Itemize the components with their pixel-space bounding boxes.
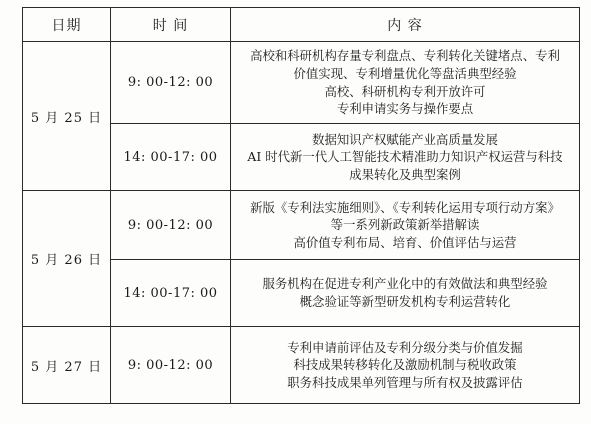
content-line: 高价值专利布局、培育、价值评估与运营 [293, 234, 517, 250]
content-cell [231, 42, 580, 124]
content-line: 专利申请实务与操作要点 [336, 101, 474, 117]
content-line: 服务机构在促进专利产业化中的有效做法和典型经验 [262, 276, 548, 292]
header-date: 日期 [23, 8, 111, 42]
date-cell: 5 月 25 日 [23, 42, 111, 191]
content-line: 价值实现、专利增量优化等盘活典型经验 [293, 65, 517, 81]
header-content: 内 容 [231, 8, 580, 42]
header-time: 时 间 [111, 8, 231, 42]
content-line: 新版《专利法实施细则》、《专利转化运用专项行动方案》 [250, 199, 560, 215]
content-cell [231, 124, 580, 191]
content-cell [231, 191, 580, 260]
date-cell: 5 月 27 日 [23, 327, 111, 404]
content-line: 成果转化及典型案例 [349, 166, 461, 182]
table-row [23, 42, 580, 124]
table-row [23, 327, 580, 404]
time-cell: 9: 00-12: 00 [111, 42, 231, 124]
content-line: AI 时代新一代人工智能技术精准助力知识产权运营与科技 [247, 149, 563, 165]
time-cell: 14: 00-17: 00 [111, 124, 231, 191]
time-cell: 14: 00-17: 00 [111, 260, 231, 327]
time-cell: 9: 00-12: 00 [111, 191, 231, 260]
content-line: 高校和科研机构存量专利盘点、专利转化关键堵点、专利 [250, 48, 560, 64]
content-line: 等一系列新政策新举措解读 [330, 217, 480, 233]
schedule-table [22, 7, 580, 404]
table-row [23, 191, 580, 260]
content-line: 高校、科研机构专利开放许可 [324, 83, 486, 99]
table-header-row [23, 8, 580, 42]
content-line: 数据知识产权赋能产业高质量发展 [312, 131, 498, 147]
content-cell [231, 260, 580, 327]
content-line: 科技成果转移转化及激励机制与税收政策 [293, 357, 517, 373]
content-line: 职务科技成果单列管理与所有权及披露评估 [287, 374, 523, 390]
content-line: 专利申请前评估及专利分级分类与价值发掘 [287, 339, 523, 355]
date-cell: 5 月 26 日 [23, 191, 111, 327]
content-line: 概念验证等新型研发机构专利运营转化 [299, 294, 511, 309]
content-cell [231, 327, 580, 404]
time-cell: 9: 00-12: 00 [111, 327, 231, 404]
